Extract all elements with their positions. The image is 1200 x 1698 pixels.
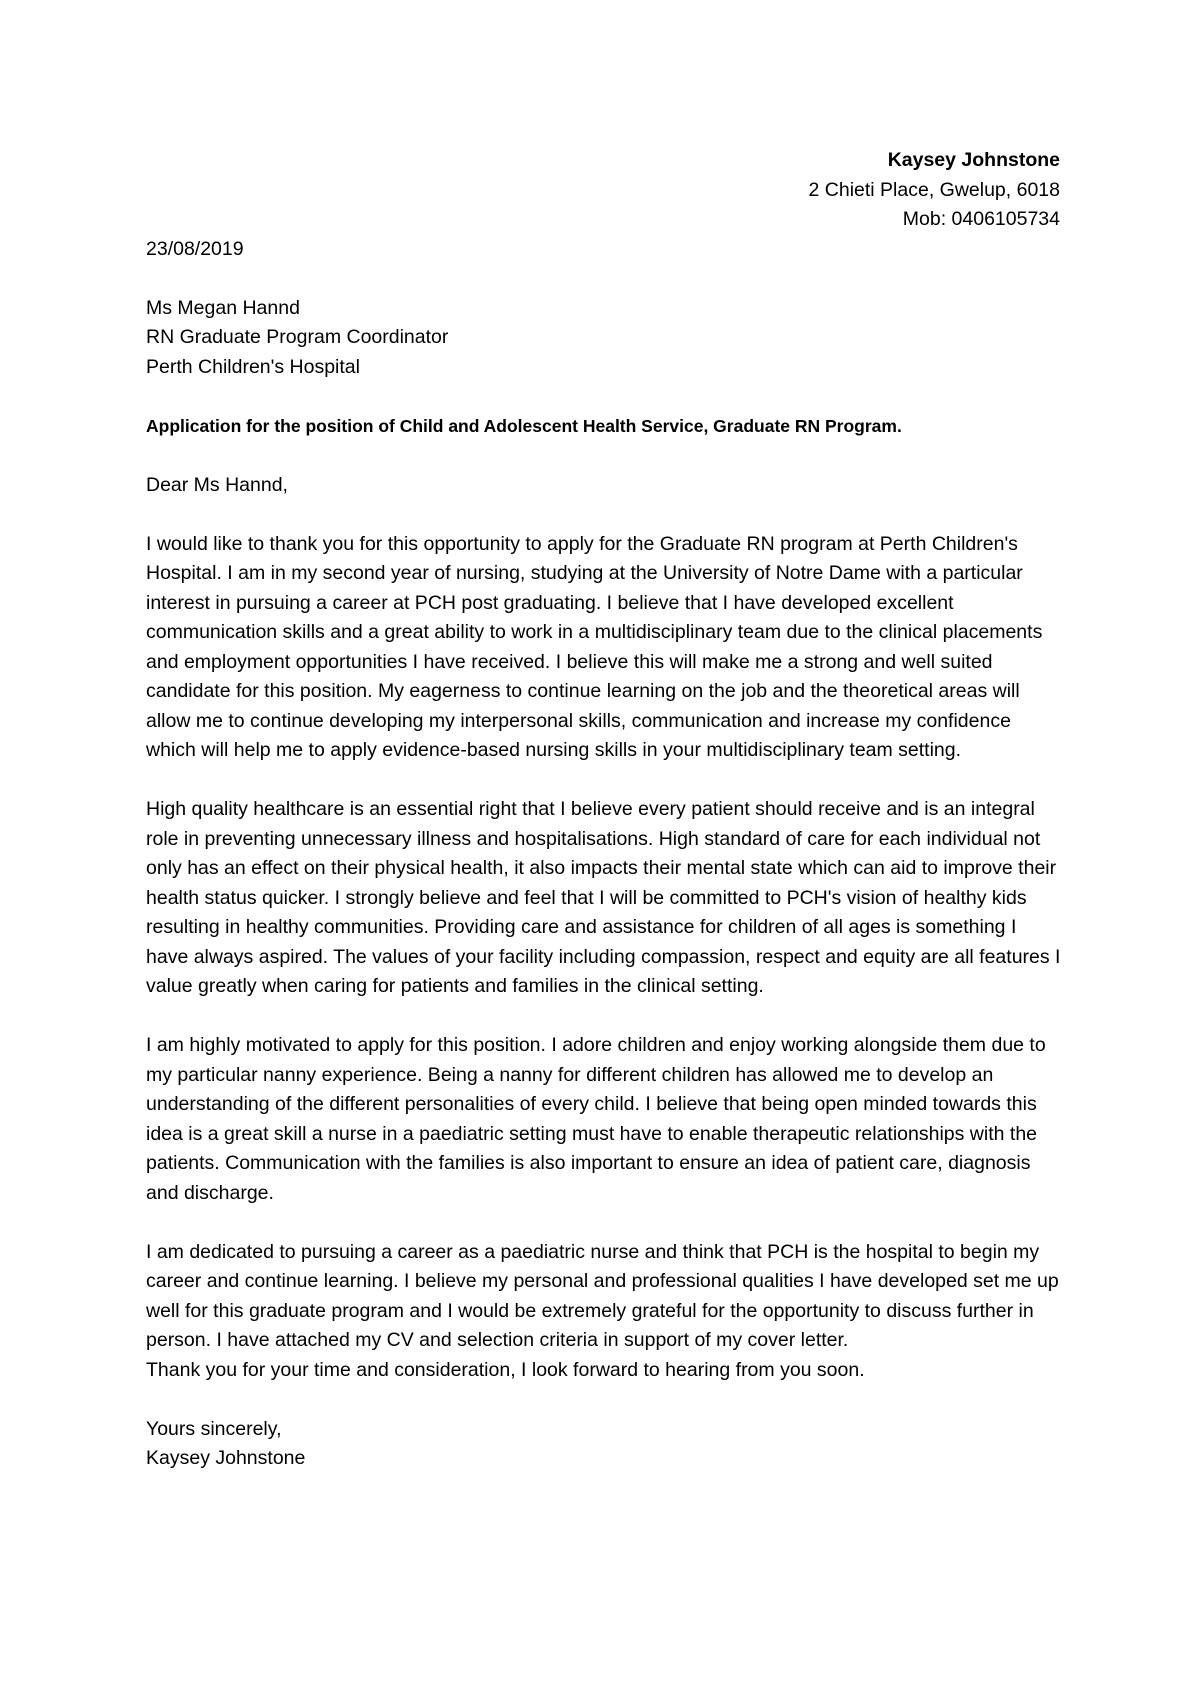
spacer xyxy=(146,1208,1064,1238)
signature-name: Kaysey Johnstone xyxy=(146,1447,306,1469)
salutation: Dear Ms Hannd, xyxy=(146,473,288,496)
sender-name: Kaysey Johnstone xyxy=(887,149,1060,171)
recipient-title: RN Graduate Program Coordinator xyxy=(146,326,449,348)
recipient-organisation: Perth Children's Hospital xyxy=(146,355,360,378)
subject-line: Application for the position of Child and Adolescent Health Service, Graduate RN Program. xyxy=(146,415,902,436)
spacer xyxy=(146,500,1064,530)
closing-thanks: Thank you for your time and consideration, I look forward to hearing from you soon. xyxy=(146,1358,865,1381)
paragraph-1: I would like to thank you for this opportunity to apply for the Graduate RN program at Perth Children's Hospital. I am in my second year of nursing, studying at the University of Notre Dame with a particular interest in pursuing a career at PCH post graduating. I believe that I have developed excellent communication skills and a great ability to work in a multidisciplinary team due to the clinical placements and employment opportunities I have received. I believe this will make me a strong and well suited candidate for this position. My eagerness to continue learning on the job and the theoretical areas will allow me to continue developing my interpersonal skills, communication and increase my confidence which will help me to apply evidence-based nursing skills in your multidisciplinary team setting. xyxy=(146,532,1043,761)
paragraph-2: High quality healthcare is an essential right that I believe every patient should receive and is an integral role in preventing unnecessary illness and hospitalisations. High standard of care for each individual not only has an effect on their physical health, it also impacts their mental state which can aid to improve their health status quicker. I strongly believe and feel that I will be committed to PCH's vision of healthy kids resulting in healthy communities. Providing care and assistance for children of all ages is something I have always aspired. The values of your facility including compassion, respect and equity are all features I value greatly when caring for patients and families in the clinical setting. xyxy=(146,798,1061,997)
sender-mobile: Mob: 0406105734 xyxy=(902,208,1060,230)
spacer xyxy=(146,441,1064,471)
spacer xyxy=(146,382,1064,412)
sender-address: 2 Chieti Place, Gwelup, 6018 xyxy=(808,178,1060,201)
letter-body xyxy=(146,146,1064,1474)
letter-date: 23/08/2019 xyxy=(146,237,244,260)
recipient-name: Ms Megan Hannd xyxy=(146,296,300,319)
spacer xyxy=(146,1385,1064,1415)
spacer xyxy=(146,264,1064,294)
paragraph-4: I am dedicated to pursuing a career as a paediatric nurse and think that PCH is the hospital to begin my career and continue learning. I believe my personal and professional qualities I have developed set me up well for this graduate program and I would be extremely grateful for the opportunity to discuss further in person. I have attached my CV and selection criteria in support of my cover letter. xyxy=(146,1240,1059,1351)
spacer xyxy=(146,1002,1064,1032)
spacer xyxy=(146,766,1064,796)
sender-block xyxy=(146,146,1060,235)
recipient-block xyxy=(146,294,1064,383)
signoff: Yours sincerely, xyxy=(146,1417,282,1440)
paragraph-3: I am highly motivated to apply for this position. I adore children and enjoy working alongside them due to my particular nanny experience. Being a nanny for different children has allowed me to develop an understanding of the different personalities of every child. I believe that being open minded towards this idea is a great skill a nurse in a paediatric setting must have to enable therapeutic relationships with the patients. Communication with the families is also important to ensure an idea of patient care, diagnosis and discharge. xyxy=(146,1034,1046,1204)
